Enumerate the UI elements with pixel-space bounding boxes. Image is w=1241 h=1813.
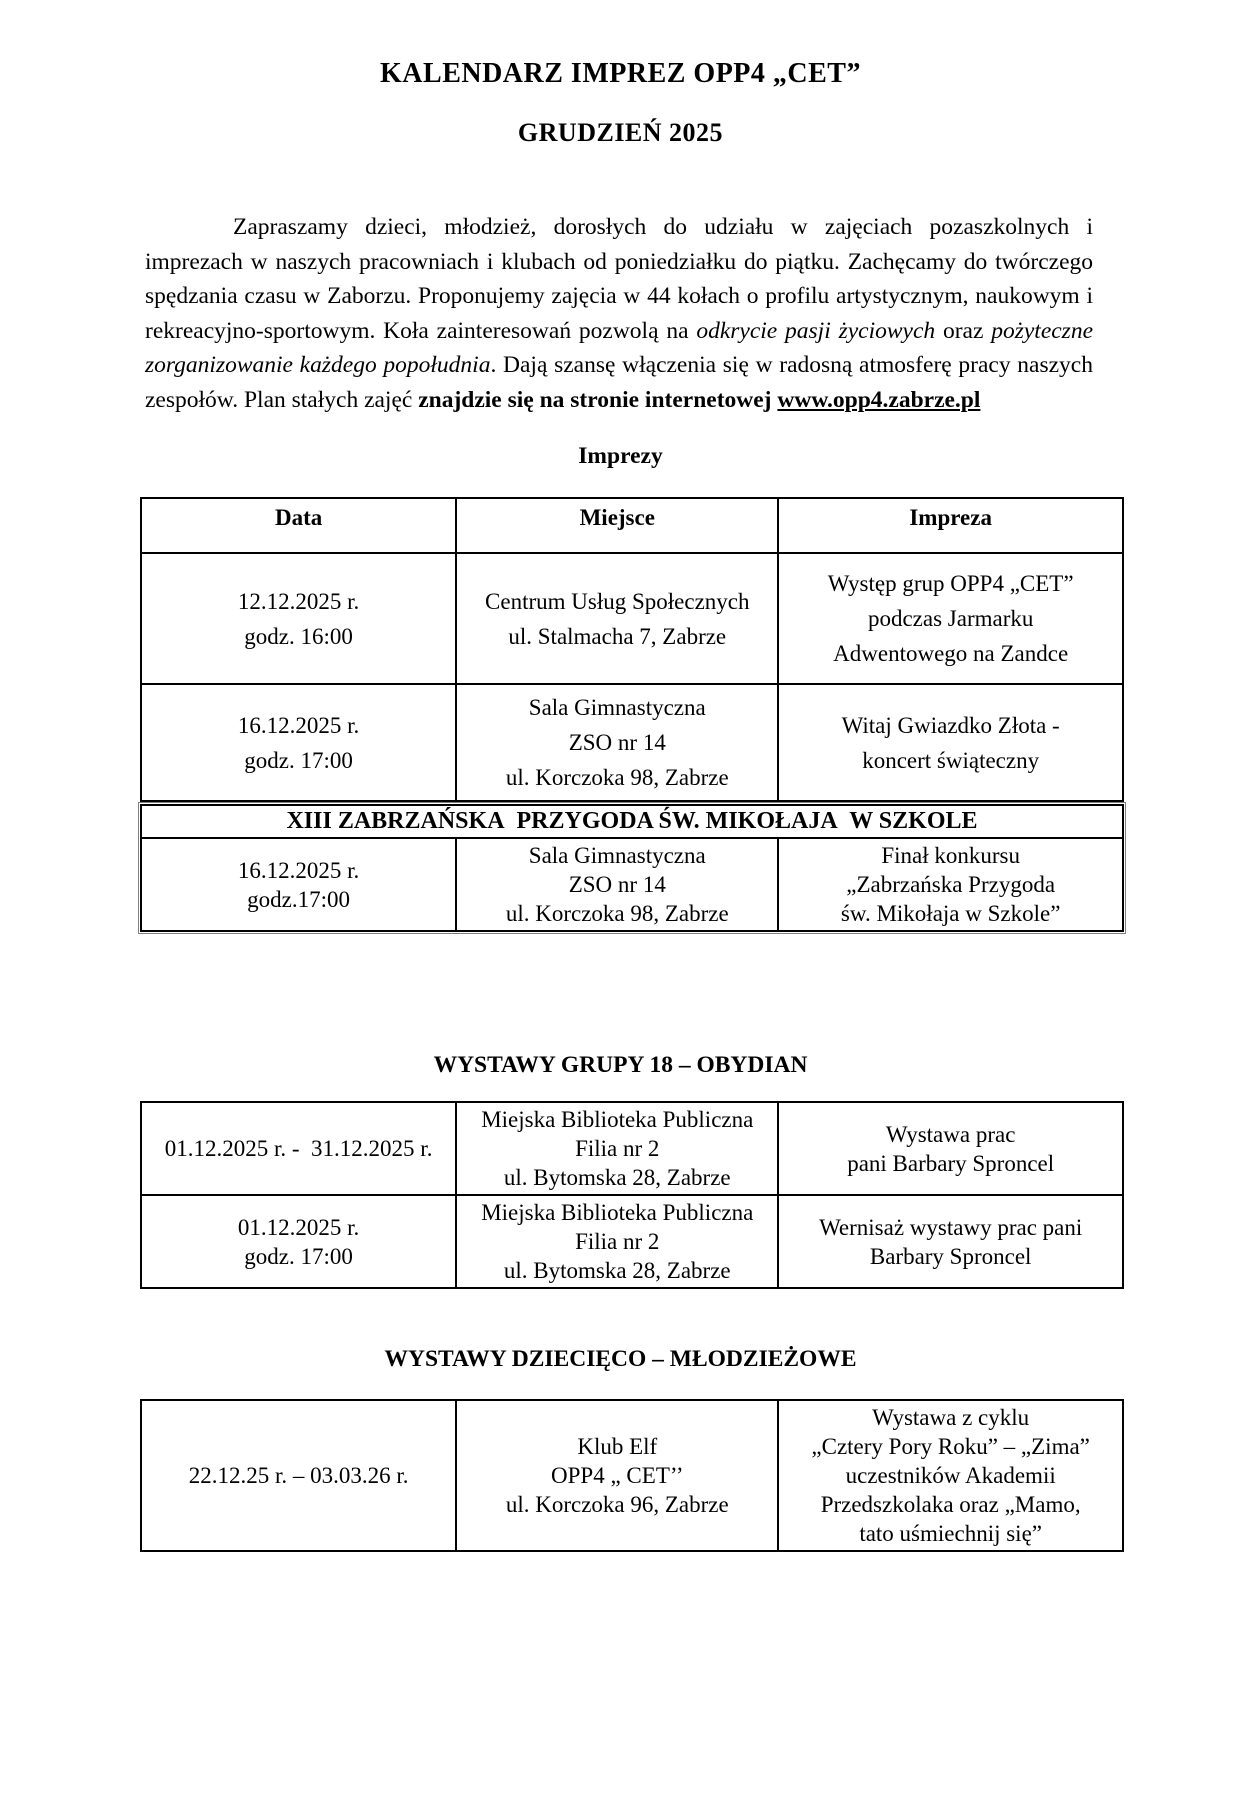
mikolaj-table-body xyxy=(141,838,1123,931)
cell-line: Klub Elf xyxy=(577,1434,658,1459)
table-cell xyxy=(778,838,1123,931)
intro-text-run: . Dają szansę włączenia się w radosną atmosferę pracy naszych zespołów. Plan stałych zajęć xyxy=(145,352,1093,413)
table-cell xyxy=(778,1102,1123,1195)
website-link[interactable]: www.opp4.zabrze.pl xyxy=(777,386,981,413)
cell-line: ul. Korczoka 96, Zabrze xyxy=(505,1492,729,1517)
column-header-data: Data xyxy=(141,498,456,553)
table-cell xyxy=(141,1195,456,1288)
cell-line: koncert świąteczny xyxy=(862,747,1040,773)
section-heading-wystawy-18: WYSTAWY GRUPY 18 – OBYDIAN xyxy=(433,1052,808,1078)
wystawy-18-table xyxy=(140,1101,1124,1289)
mikolaj-section-box xyxy=(138,802,1126,934)
cell-line: Miejska Biblioteka Publiczna xyxy=(481,1200,754,1225)
cell-line: 12.12.2025 r. xyxy=(237,588,360,614)
cell-line: Filia nr 2 xyxy=(575,1136,660,1161)
cell-line: godz. 17:00 xyxy=(244,1243,353,1269)
intro-text-run: pożyteczne zorganizowanie każdego popołudnia xyxy=(145,317,1094,378)
cell-line: podczas Jarmarku xyxy=(867,606,1034,631)
cell-line: św. Mikołaja w Szkole” xyxy=(840,901,1061,926)
intro-text-run: znajdzie się na stronie internetowej xyxy=(418,386,778,413)
wystawy-18-table-body xyxy=(141,1102,1123,1288)
cell-line: Wystawa z cyklu xyxy=(872,1405,1030,1430)
table-cell xyxy=(778,684,1123,801)
cell-line: Witaj Gwiazdko Złota - xyxy=(841,712,1060,738)
table-cell xyxy=(778,553,1123,684)
cell-line: ZSO nr 14 xyxy=(568,730,666,755)
cell-line: Miejska Biblioteka Publiczna xyxy=(481,1107,754,1132)
wystawy-dzieciece-table-body xyxy=(141,1400,1123,1551)
cell-line: ul. Korczoka 98, Zabrze xyxy=(505,765,729,790)
table-cell xyxy=(141,838,456,931)
table-cell xyxy=(456,838,778,931)
table-cell xyxy=(141,684,456,801)
imprezy-table-header xyxy=(141,498,1123,553)
cell-line: Barbary Sproncel xyxy=(869,1243,1032,1269)
cell-line: Sala Gimnastyczna xyxy=(528,843,706,868)
wystawy-dzieciece-table xyxy=(140,1399,1124,1552)
wystawy-dzieciece-table-main xyxy=(140,1399,1124,1552)
banner-row xyxy=(141,805,1123,838)
imprezy-table-main xyxy=(140,497,1124,802)
wystawy-18-table-main xyxy=(140,1101,1124,1289)
section-heading-wystawy-dzieciece: WYSTAWY DZIECIĘCO – MŁODZIEŻOWE xyxy=(384,1346,857,1372)
cell-line: Wystawa prac xyxy=(885,1121,1016,1147)
document-page xyxy=(0,58,1241,1813)
table-cell xyxy=(456,684,778,801)
cell-line: ZSO nr 14 xyxy=(568,872,666,897)
mikolaj-banner-body xyxy=(141,805,1123,838)
cell-line: Przedszkolaka oraz „Mamo, xyxy=(820,1492,1081,1517)
table-cell xyxy=(456,1400,778,1551)
cell-line: Centrum Usług Społecznych xyxy=(485,588,750,614)
cell-line: ul. Korczoka 98, Zabrze xyxy=(505,901,729,926)
cell-line: 01.12.2025 r. xyxy=(237,1214,360,1240)
imprezy-table-body xyxy=(141,553,1123,801)
banner-title: XIII ZABRZAŃSKA PRZYGODA ŚW. MIKOŁAJA W SZKOLE xyxy=(141,805,1123,838)
table-row xyxy=(141,684,1123,801)
table-row xyxy=(141,553,1123,684)
table-cell xyxy=(141,1400,456,1551)
cell-line: OPP4 „ CET’’ xyxy=(551,1463,684,1488)
cell-line: Adwentowego na Zandce xyxy=(833,641,1069,666)
table-cell xyxy=(456,553,778,684)
table-cell xyxy=(141,553,456,684)
table-cell xyxy=(778,1400,1123,1551)
intro-text-run: odkrycie pasji życiowych xyxy=(696,317,936,344)
cell-line: Występ grup OPP4 „CET” xyxy=(827,571,1074,596)
cell-line: godz.17:00 xyxy=(247,886,351,912)
cell-line: Wernisaż wystawy prac pani xyxy=(819,1214,1083,1240)
intro-text-run: Zapraszamy dzieci, młodzież, dorosłych do udziału w zajęciach pozaszkolnych i imprezach w naszych pracowniach i klubach od poniedziałku do piątku. Zachęcamy do twórczego spędzania czasu w Zaborzu. Proponujemy zajęcia w 44 kołach o profilu artystycznym, naukowym i rekreacyjno-sportowym. Koła zainteresowań pozwolą na xyxy=(145,214,1093,344)
column-header-miejsce: Miejsce xyxy=(456,498,778,553)
table-cell xyxy=(141,1102,456,1195)
cell-line: 01.12.2025 r. - 31.12.2025 r. xyxy=(164,1136,433,1161)
table-cell xyxy=(456,1102,778,1195)
table-row xyxy=(141,1195,1123,1288)
cell-line: godz. 17:00 xyxy=(244,747,353,773)
cell-line: ul. Bytomska 28, Zabrze xyxy=(503,1165,731,1190)
cell-line: 16.12.2025 r. xyxy=(237,712,360,738)
cell-line: 16.12.2025 r. xyxy=(237,857,360,883)
cell-line: godz. 16:00 xyxy=(244,623,353,649)
table-row xyxy=(141,1400,1123,1551)
section-heading-imprezy: Imprezy xyxy=(578,443,663,469)
cell-line: Filia nr 2 xyxy=(575,1229,660,1254)
table-cell xyxy=(456,1195,778,1288)
header-row xyxy=(141,498,1123,553)
cell-line: tato uśmiechnij się” xyxy=(859,1521,1042,1546)
intro-text-run: oraz xyxy=(935,317,992,344)
column-header-impreza: Impreza xyxy=(778,498,1123,553)
table-row xyxy=(141,1102,1123,1195)
intro-paragraph xyxy=(145,210,1093,417)
cell-line: Finał konkursu xyxy=(881,843,1020,868)
cell-line: uczestników Akademii xyxy=(845,1463,1056,1488)
table-row xyxy=(141,838,1123,931)
mikolaj-table xyxy=(140,804,1124,932)
cell-line: Sala Gimnastyczna xyxy=(528,695,706,720)
table-cell xyxy=(778,1195,1123,1288)
cell-line: 22.12.25 r. – 03.03.26 r. xyxy=(188,1463,409,1488)
document-title: KALENDARZ IMPREZ OPP4 „CET” xyxy=(380,58,861,89)
imprezy-table xyxy=(140,497,1124,934)
cell-line: „Zabrzańska Przygoda xyxy=(846,872,1056,897)
cell-line: ul. Stalmacha 7, Zabrze xyxy=(508,623,727,649)
cell-line: pani Barbary Sproncel xyxy=(847,1150,1055,1176)
cell-line: ul. Bytomska 28, Zabrze xyxy=(503,1258,731,1283)
document-subtitle: GRUDZIEŃ 2025 xyxy=(517,118,724,147)
cell-line: „Cztery Pory Roku” – „Zima” xyxy=(811,1434,1090,1459)
